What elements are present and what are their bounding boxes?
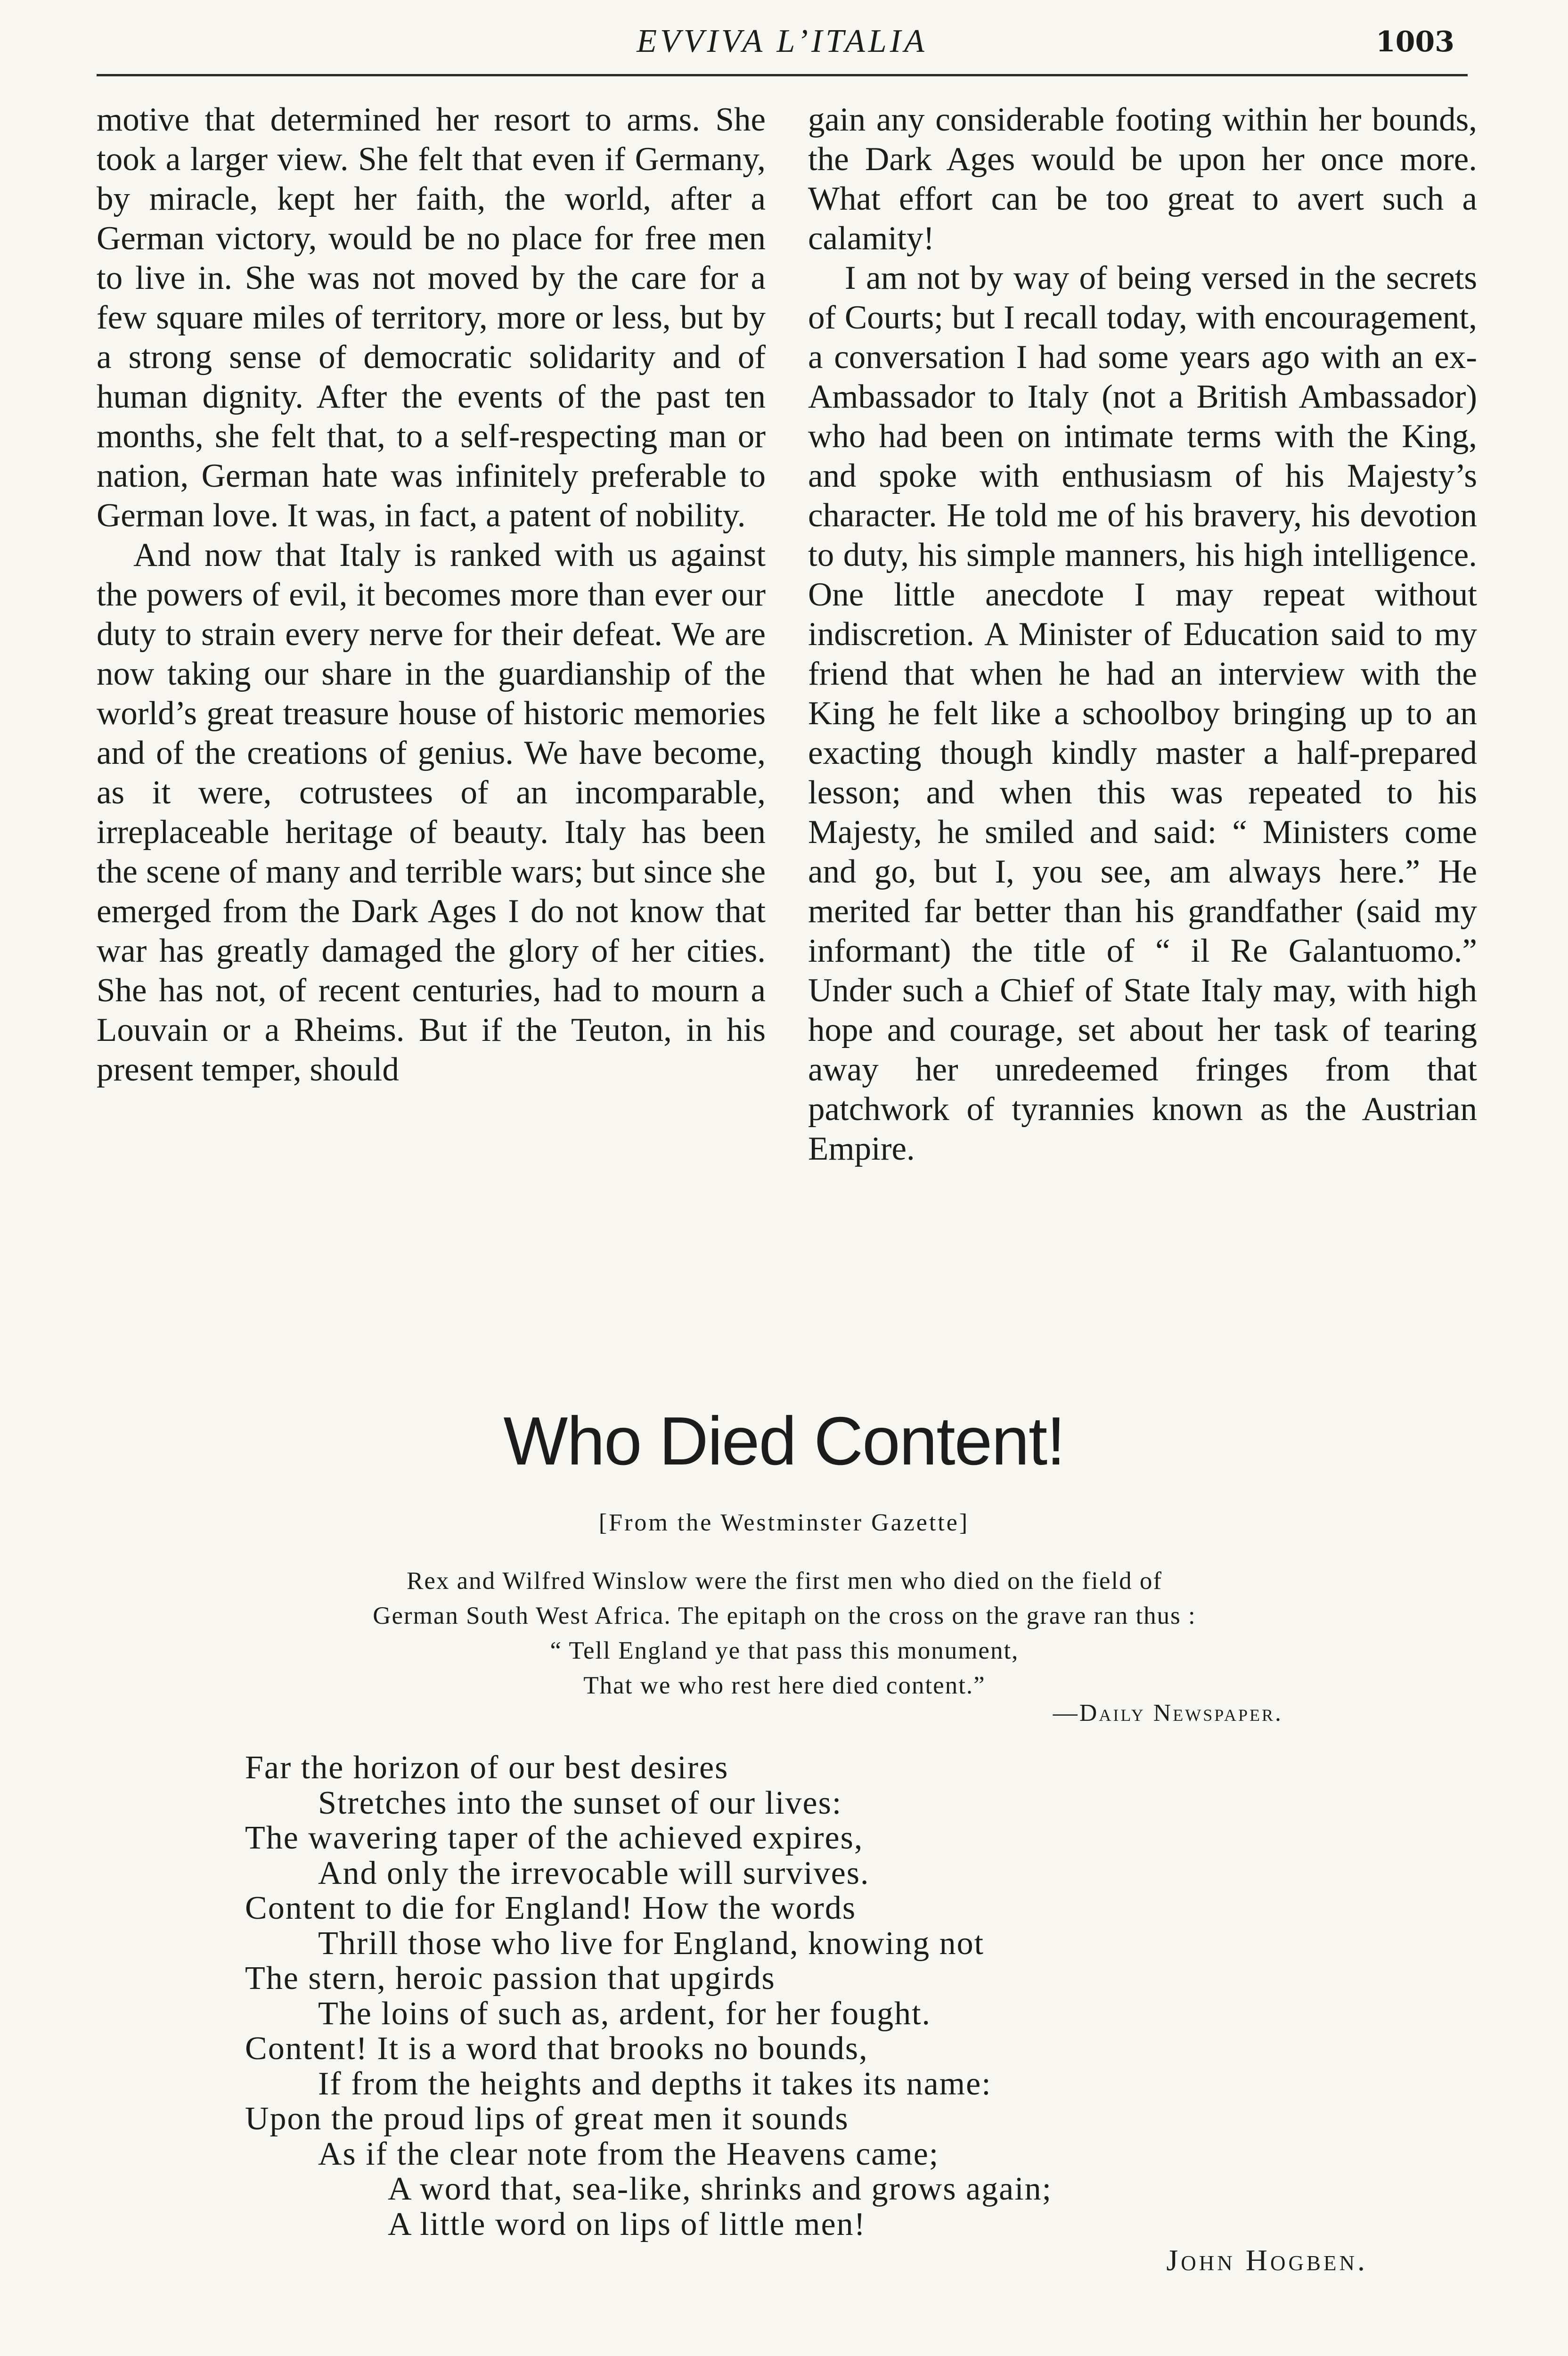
poem-author: John Hogben. — [1166, 2243, 1368, 2277]
article-left-column — [97, 100, 766, 1089]
poem-line: Content! It is a word that brooks no bounds, — [245, 2030, 868, 2067]
poem-introduction — [236, 1563, 1333, 1703]
paragraph: I am not by way of being versed in the secrets of Courts; but I recall today, with encouragement, a conversation I had some years ago with an ex-Ambassador to Italy (not a British Ambassador) who had been on intimate terms with the King, and spoke with enthusiasm of his Majesty’s character. He told me of his bravery, his devotion to duty, his simple manners, his high intelligence. One little anecdote I may repeat without indiscretion. A Minister of Education said to my friend that when he had an interview with the King he felt like a schoolboy bringing up to an exacting though kindly master a half-prepared lesson; and when this was repeated to his Majesty, he smiled and said: “ Ministers come and go, but I, you see, am always here.” He merited far better than his grandfather (said my informant) the title of “ il Re Galantuomo.” Under such a Chief of State Italy may, with high hope and courage, set about her task of tearing away her unredeemed fringes from that patchwork of tyrannies known as the Austrian Empire. — [808, 260, 1477, 1167]
poem-line: A word that, sea-like, shrinks and grows again; — [388, 2171, 1053, 2207]
poem-line: The loins of such as, ardent, for her fought. — [318, 1995, 931, 2032]
poem-body — [245, 1751, 1423, 2242]
poem-source: [From the Westminster Gazette] — [598, 1509, 970, 1536]
poem-line: If from the heights and depths it takes its name: — [318, 2065, 992, 2102]
poem-line: As if the clear note from the Heavens came; — [318, 2135, 939, 2172]
page-header — [97, 19, 1468, 71]
paragraph: motive that determined her resort to arms. She took a larger view. She felt that even if Germany, by miracle, kept her faith, the world, after a German victory, would be no place for free men to live in. She was not moved by the care for a few square miles of territory, more or less, but by a strong sense of democratic solidarity and of human dignity. After the events of the past ten months, she felt that, to a self-respecting man or nation, German hate was infinitely preferable to German love. It was, in fact, a patent of nobility. — [97, 101, 766, 534]
running-title: EVVIVA L’ITALIA — [637, 23, 928, 59]
article-right-column — [808, 100, 1477, 1169]
poem-line: Upon the proud lips of great men it sounds — [245, 2101, 849, 2137]
page-number: 1003 — [1376, 25, 1454, 58]
poem-line: Far the horizon of our best desires — [245, 1750, 729, 1786]
poem-line: A little word on lips of little men! — [388, 2206, 866, 2242]
poem-line: Content to die for England! How the words — [245, 1890, 857, 1926]
poem-line: Stretches into the sunset of our lives: — [318, 1784, 842, 1821]
poem-line: Thrill those who live for England, knowing not — [318, 1925, 985, 1962]
intro-line: Rex and Wilfred Winslow were the first men who died on the field of — [406, 1567, 1163, 1595]
poem-line: And only the irrevocable will survives. — [318, 1855, 870, 1891]
paragraph: gain any considerable footing within her bounds, the Dark Ages would be upon her once more. What effort can be too great to avert such a calamity! — [808, 101, 1477, 257]
intro-line: “ Tell England ye that pass this monument, — [550, 1637, 1019, 1664]
intro-attribution: —Daily Newspaper. — [1053, 1700, 1283, 1726]
intro-line: That we who rest here died content.” — [583, 1672, 986, 1699]
header-rule — [97, 74, 1468, 76]
poem-line: The stern, heroic passion that upgirds — [245, 1960, 776, 1996]
intro-line: German South West Africa. The epitaph on the cross on the grave ran thus : — [373, 1602, 1196, 1629]
poem-line: The wavering taper of the achieved expires, — [245, 1820, 864, 1856]
paragraph: And now that Italy is ranked with us against the powers of evil, it becomes more than ever our duty to strain every nerve for their defeat. We are now taking our share in the guardianship of the world’s great treasure house of historic memories and of the creations of genius. We have become, as it were, cotrustees of an incomparable, irreplaceable heritage of beauty. Italy has been the scene of many and terrible wars; but since she emerged from the Dark Ages I do not know that war has greatly damaged the glory of her cities. She has not, of recent centuries, had to mourn a Louvain or a Rheims. But if the Teuton, in his present temper, should — [97, 537, 766, 1088]
poem-title: Who Died Content! — [503, 1403, 1065, 1479]
